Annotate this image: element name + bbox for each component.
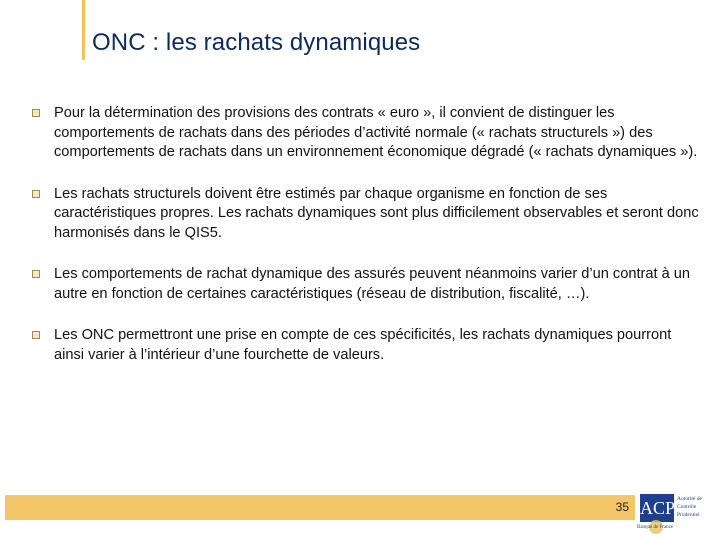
footer-bar <box>5 495 635 520</box>
acp-logo <box>637 492 717 538</box>
square-bullet-icon <box>32 270 40 278</box>
bullet-item <box>32 265 702 304</box>
page-number: 35 <box>615 500 629 514</box>
logo-subtitle: Banque de France <box>637 525 674 530</box>
bullet-text: Les rachats structurels doivent être estimés par chaque organisme en fonction de ses caractéristiques propres. Les rachats dynamiques sont plus difficilement observables et seront donc harmonisés dans le QIS5. <box>54 185 699 241</box>
square-bullet-icon <box>32 331 40 339</box>
bullet-list <box>32 104 702 387</box>
square-bullet-icon <box>32 109 40 117</box>
logo-acronym: ACP <box>640 494 674 522</box>
square-bullet-icon <box>32 190 40 198</box>
title-accent-rule <box>82 0 85 60</box>
bullet-text: Pour la détermination des provisions des contrats « euro », il convient de distinguer les comportements de rachats dans des périodes d’activité normale (« rachats structurels ») des comportements de rachats dans un environnement économique dégradé (« rachats dynamiques »). <box>54 105 698 160</box>
bullet-text: Les comportements de rachat dynamique des assurés peuvent néanmoins varier d’un contrat à un autre en fonction de certaines caractéristiques (réseau de distribution, fiscalité, …). <box>54 266 691 302</box>
bullet-text: Les ONC permettront une prise en compte de ces spécificités, les rachats dynamiques pourront ainsi varier à l’intérieur d’une fourchette de valeurs. <box>54 327 672 363</box>
slide-title: ONC : les rachats dynamiques <box>92 29 421 56</box>
bullet-item <box>32 104 702 163</box>
bullet-item <box>32 326 702 365</box>
logo-name: Autorité de Contrôle Prudentiel <box>677 496 702 518</box>
bullet-item <box>32 185 702 244</box>
